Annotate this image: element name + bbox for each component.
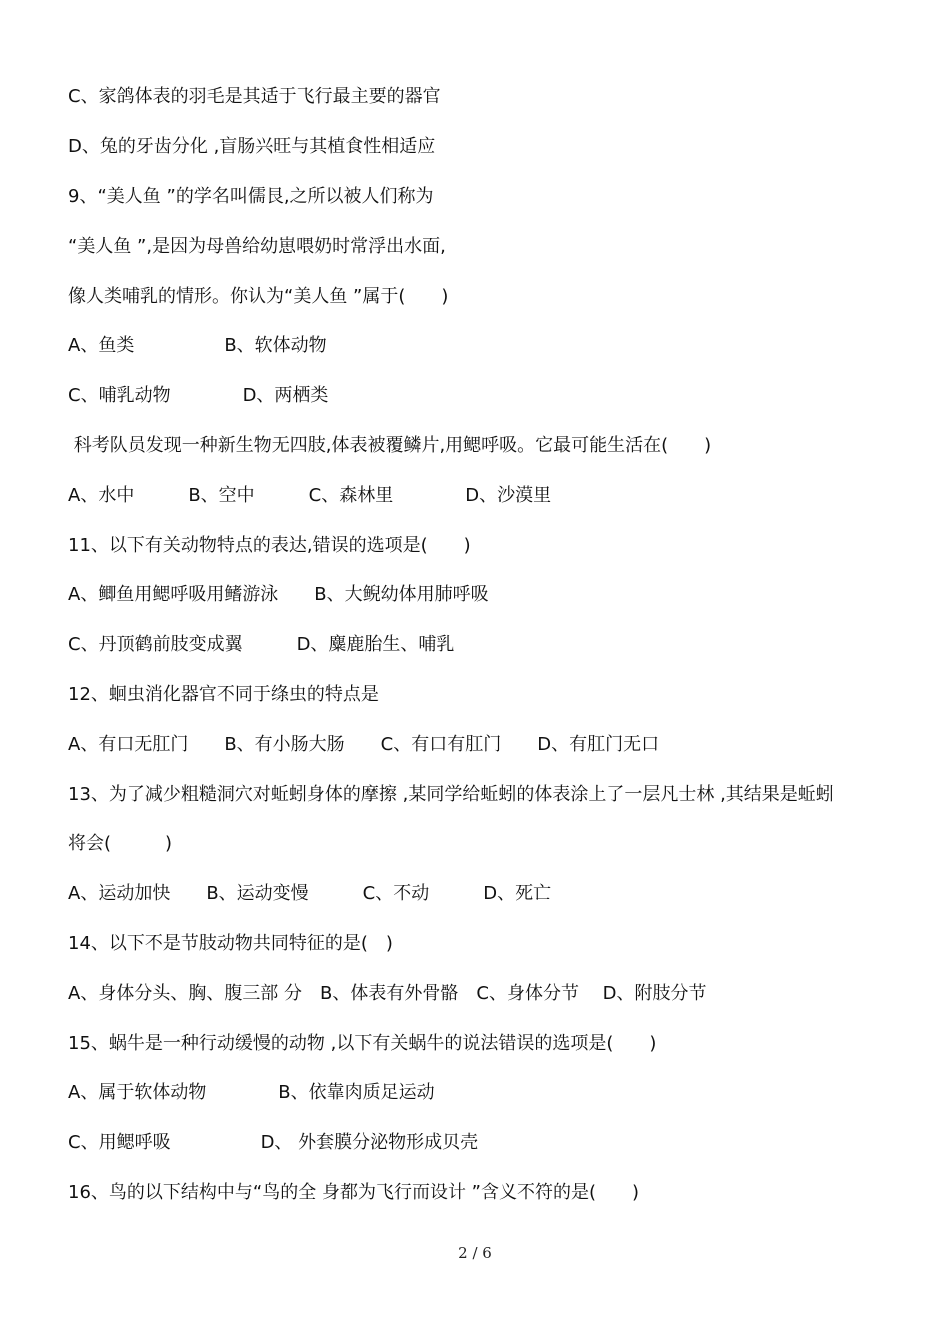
question-11-stem: 11、以下有关动物特点的表达,错误的选项是( ) [68, 535, 471, 556]
question-11-options-cd: C、丹顶鹤前肢变成翼 D、麋鹿胎生、哺乳 [68, 634, 455, 655]
question-15-options-cd: C、用鳃呼吸 D、 外套膜分泌物形成贝壳 [68, 1132, 479, 1153]
text-line-c-pigeon: C、家鸽体表的羽毛是其适于飞行最主要的器官 [68, 86, 441, 107]
question-13-stem-line-1: 13、为了减少粗糙洞穴对蚯蚓身体的摩擦 ,某同学给蚯蚓的体表涂上了一层凡士林 ,其结果是蚯蚓 [68, 784, 834, 805]
question-11-options-ab: A、鲫鱼用鳃呼吸用鳍游泳 B、大鲵幼体用肺呼吸 [68, 584, 489, 605]
question-9-line-3: 像人类哺乳的情形。你认为“美人鱼 ”属于( ) [68, 286, 449, 307]
question-15-options-ab: A、属于软体动物 B、依靠肉质足运动 [68, 1082, 435, 1103]
question-9-options-ab: A、鱼类 B、软体动物 [68, 335, 327, 356]
question-14-options: A、身体分头、胸、腹三部 分 B、体表有外骨骼 C、身体分节 D、附肢分节 [68, 983, 707, 1004]
question-10-stem: 科考队员发现一种新生物无四肢,体表被覆鳞片,用鳃呼吸。它最可能生活在( ) [68, 435, 712, 456]
text-line-d-rabbit: D、兔的牙齿分化 ,盲肠兴旺与其植食性相适应 [68, 136, 436, 157]
question-12-stem: 12、蛔虫消化器官不同于绦虫的特点是 [68, 684, 379, 705]
question-9-options-cd: C、哺乳动物 D、两栖类 [68, 385, 329, 406]
question-15-stem: 15、蜗牛是一种行动缓慢的动物 ,以下有关蜗牛的说法错误的选项是( ) [68, 1033, 657, 1054]
question-9-line-1: 9、“美人鱼 ”的学名叫儒艮,之所以被人们称为 [68, 186, 434, 207]
question-14-stem: 14、以下不是节肢动物共同特征的是( ) [68, 933, 393, 954]
question-13-stem-line-2: 将会( ) [68, 833, 173, 854]
question-10-options: A、水中 B、空中 C、森林里 D、沙漠里 [68, 485, 552, 506]
question-12-options: A、有口无肛门 B、有小肠大肠 C、有口有肛门 D、有肛门无口 [68, 734, 660, 755]
question-9-line-2: “美人鱼 ”,是因为母兽给幼崽喂奶时常浮出水面, [68, 236, 446, 257]
question-13-options: A、运动加快 B、运动变慢 C、不动 D、死亡 [68, 883, 552, 904]
question-16-stem: 16、鸟的以下结构中与“鸟的全 身都为飞行而设计 ”含义不符的是( ) [68, 1182, 640, 1203]
page-number: 2 / 6 [458, 1244, 492, 1262]
